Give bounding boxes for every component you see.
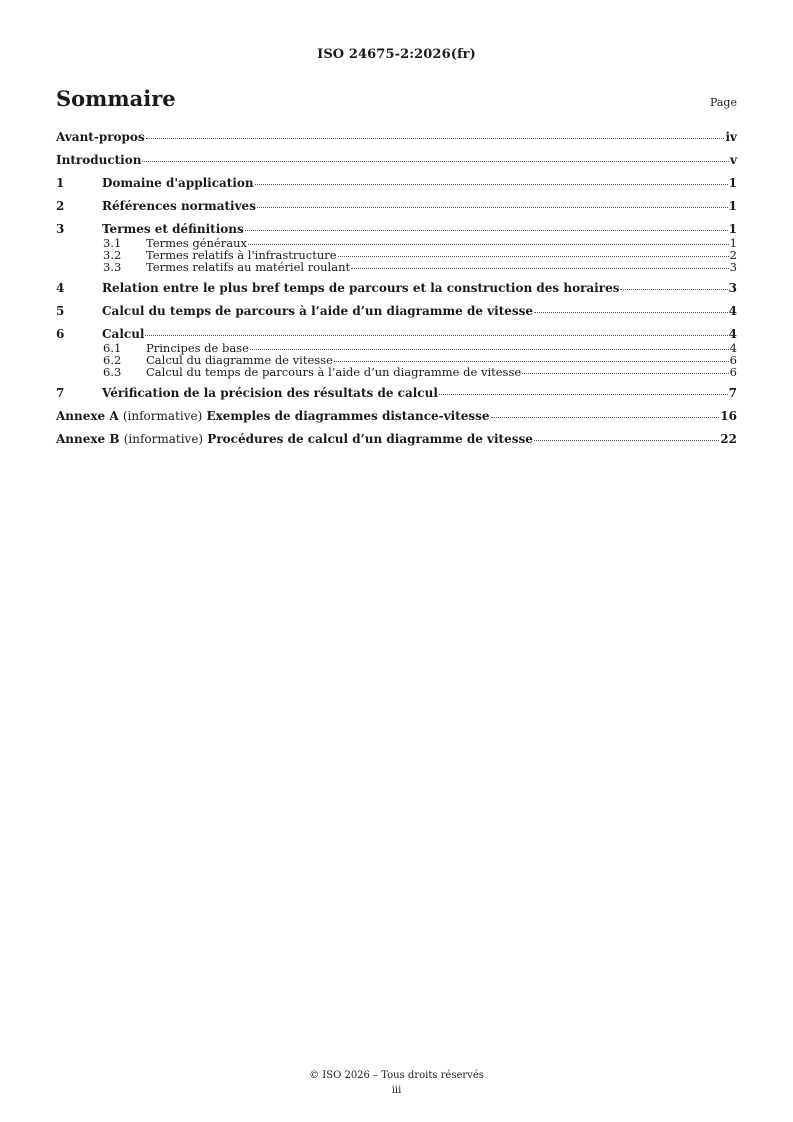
dot-leader — [250, 339, 729, 350]
annex-title — [56, 432, 533, 446]
dot-leader — [491, 407, 720, 418]
toc-annex-entry[interactable] — [56, 409, 737, 423]
toc-entry-page: 1 — [729, 236, 737, 250]
document-header: ISO 24675-2:2026(fr) — [317, 47, 476, 62]
toc-subentry[interactable] — [56, 365, 737, 377]
toc-entry-number: 2 — [56, 199, 65, 213]
toc-entry-page: 22 — [720, 432, 737, 446]
toc-entry-page: 4 — [729, 341, 737, 355]
dot-leader — [255, 174, 728, 185]
toc-entry-number: 6 — [56, 327, 65, 341]
dot-leader — [439, 384, 728, 395]
dot-leader — [338, 246, 729, 257]
dot-leader — [142, 151, 729, 162]
toc-entry-title: Vérification de la précision des résultats de calcul — [102, 386, 438, 400]
toc-entry-page: 7 — [728, 386, 737, 400]
toc-entry-page: 6 — [729, 353, 737, 367]
toc-entry-title: Domaine d'application — [102, 176, 254, 190]
annex-label: Annexe A — [56, 409, 119, 423]
toc-entry[interactable] — [56, 176, 737, 190]
annex-heading: Procédures de calcul d’un diagramme de vitesse — [207, 432, 533, 446]
toc-entry-title: Références normatives — [102, 199, 256, 213]
dot-leader — [145, 325, 727, 336]
page-column-label: Page — [709, 96, 737, 109]
toc-title: Sommaire — [56, 86, 176, 111]
toc-entry-number: 6.3 — [103, 365, 122, 379]
toc-entry-page: 6 — [729, 365, 737, 379]
toc-entry-page: 1 — [728, 176, 737, 190]
toc-entry-number: 5 — [56, 304, 65, 318]
dot-leader — [257, 197, 728, 208]
page-footer — [0, 1068, 793, 1098]
toc-entry-number: 3.1 — [103, 236, 122, 250]
toc-entry-number: 3.2 — [103, 248, 122, 262]
annex-type: (informative) — [122, 409, 203, 423]
toc-entry-number: 6.2 — [103, 353, 122, 367]
dot-leader — [351, 258, 729, 269]
toc-entry-page: 1 — [728, 222, 737, 236]
dot-leader — [534, 302, 728, 313]
toc-annex-entry[interactable] — [56, 432, 737, 446]
toc-entry-title: Relation entre le plus bref temps de parcours et la construction des horaires — [102, 281, 620, 295]
page-number: iii — [391, 1085, 402, 1096]
dot-leader — [334, 351, 729, 362]
dot-leader — [146, 128, 725, 139]
toc-entry-title: Termes et définitions — [102, 222, 244, 236]
toc-entry[interactable] — [56, 304, 737, 318]
toc-entry-number: 3.3 — [103, 260, 122, 274]
dot-leader — [620, 279, 727, 290]
annex-heading: Exemples de diagrammes distance-vitesse — [206, 409, 490, 423]
dot-leader — [248, 234, 729, 245]
toc-title-row — [56, 86, 737, 111]
toc-entry-title: Termes relatifs au matériel roulant — [146, 260, 351, 274]
toc-entry-title: Introduction — [56, 153, 142, 167]
annex-label: Annexe B — [56, 432, 120, 446]
dot-leader — [522, 363, 729, 374]
toc-entry-number: 4 — [56, 281, 65, 295]
toc-entry-page: 16 — [720, 409, 737, 423]
toc-entry-title: Termes relatifs à l'infrastructure — [146, 248, 337, 262]
table-of-contents — [56, 130, 737, 446]
toc-entry-page: 1 — [728, 199, 737, 213]
toc-entry[interactable] — [56, 386, 737, 400]
toc-entry-title: Calcul du temps de parcours à l’aide d’un diagramme de vitesse — [146, 365, 522, 379]
toc-entry-page: 2 — [729, 248, 737, 262]
toc-entry-number: 3 — [56, 222, 65, 236]
toc-entry-page: 4 — [728, 327, 737, 341]
toc-entry-page: v — [730, 153, 737, 167]
toc-entry-title: Avant-propos — [56, 130, 145, 144]
dot-leader — [245, 220, 728, 231]
toc-entry-title: Calcul — [102, 327, 145, 341]
toc-entry-page: 4 — [728, 304, 737, 318]
toc-entry-number: 1 — [56, 176, 65, 190]
toc-entry-title: Principes de base — [146, 341, 249, 355]
toc-subentry[interactable] — [56, 260, 737, 272]
toc-entry[interactable] — [56, 130, 737, 144]
toc-entry-page: 3 — [728, 281, 737, 295]
toc-entry-page: iv — [725, 130, 737, 144]
copyright-notice: © ISO 2026 – Tous droits réservés — [309, 1070, 484, 1081]
toc-entry-title: Calcul du diagramme de vitesse — [146, 353, 333, 367]
toc-entry[interactable] — [56, 153, 737, 167]
annex-title — [56, 409, 490, 423]
toc-entry-title: Calcul du temps de parcours à l’aide d’un diagramme de vitesse — [102, 304, 534, 318]
toc-entry-number: 7 — [56, 386, 65, 400]
toc-entry-title: Termes généraux — [146, 236, 247, 250]
annex-type: (informative) — [123, 432, 204, 446]
toc-entry-page: 3 — [729, 260, 737, 274]
toc-entry-number: 6.1 — [103, 341, 122, 355]
toc-entry[interactable] — [56, 199, 737, 213]
toc-entry[interactable] — [56, 281, 737, 295]
dot-leader — [534, 430, 719, 441]
